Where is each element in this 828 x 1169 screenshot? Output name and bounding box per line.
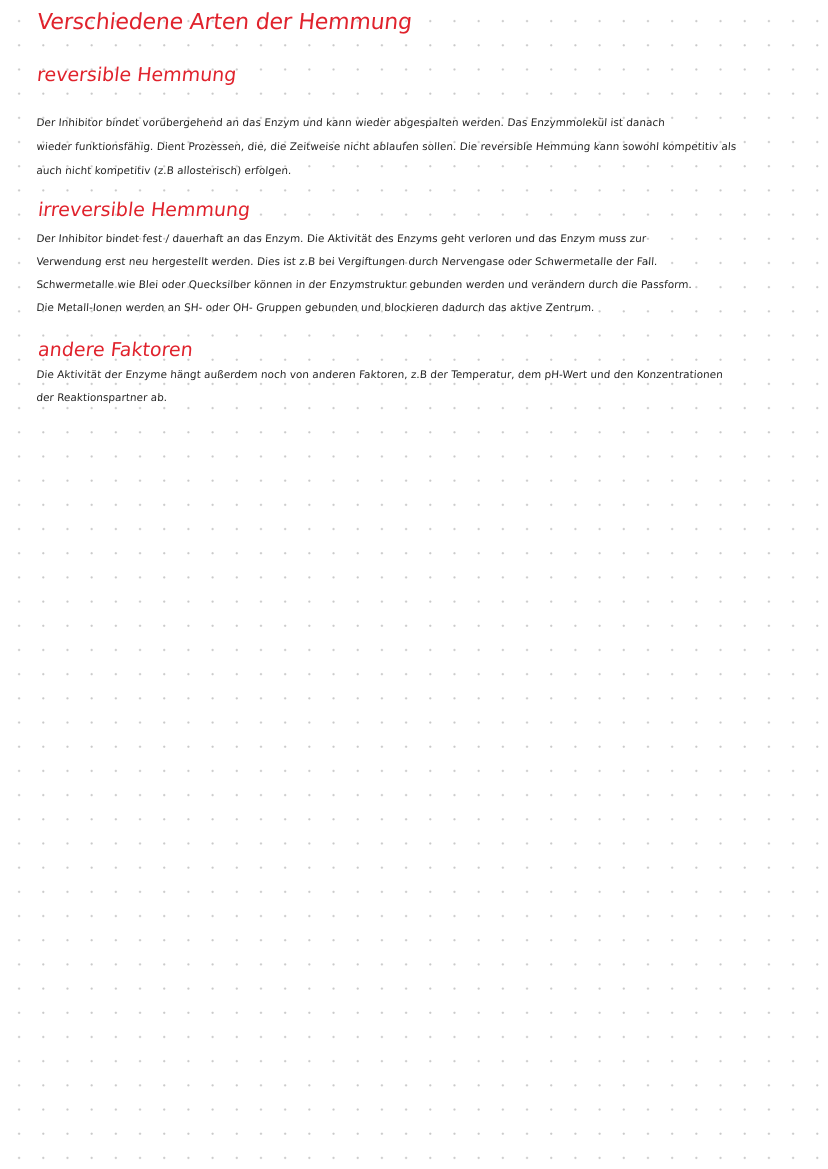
heading-reversible-hemmung: reversible Hemmung: [36, 64, 238, 86]
text-line: der Reaktionspartner ab.: [36, 392, 168, 404]
text-line: Der Inhibitor bindet fest / dauerhaft an das Enzym. Die Aktivität des Enzyms geht verloren und das Enzym muss zur: [36, 233, 647, 245]
heading-andere-faktoren: andere Faktoren: [37, 339, 194, 361]
text-line: auch nicht kompetitiv (z.B allosterisch) erfolgen.: [36, 165, 292, 177]
page-title: Verschiedene Arten der Hemmung: [36, 10, 414, 35]
text-line: wieder funktionsfähig. Dient Prozessen, die, die Zeitweise nicht ablaufen sollen. Die reversible Hemmung kann sowohl kompetitiv als: [36, 141, 737, 153]
text-line: Schwermetalle wie Blei oder Quecksilber können in der Enzymstruktur gebunden werden und verändern durch die Passform.: [36, 279, 693, 291]
text-line: Der Inhibitor bindet vorübergehend an das Enzym und kann wieder abgespalten werden. Das Enzymmolekül ist danach: [36, 117, 666, 129]
text-line: Die Metall-Ionen werden an SH- oder OH- Gruppen gebunden und blockieren dadurch das aktive Zentrum.: [36, 302, 595, 314]
text-line: Verwendung erst neu hergestellt werden. Dies ist z.B bei Vergiftungen durch Nervengase oder Schwermetalle der Fall.: [36, 256, 658, 268]
heading-irreversible-hemmung: irreversible Hemmung: [37, 199, 252, 221]
text-line: Die Aktivität der Enzyme hängt außerdem noch von anderen Faktoren, z.B der Temperatur, dem pH-Wert und den Konzentrationen: [36, 369, 724, 381]
